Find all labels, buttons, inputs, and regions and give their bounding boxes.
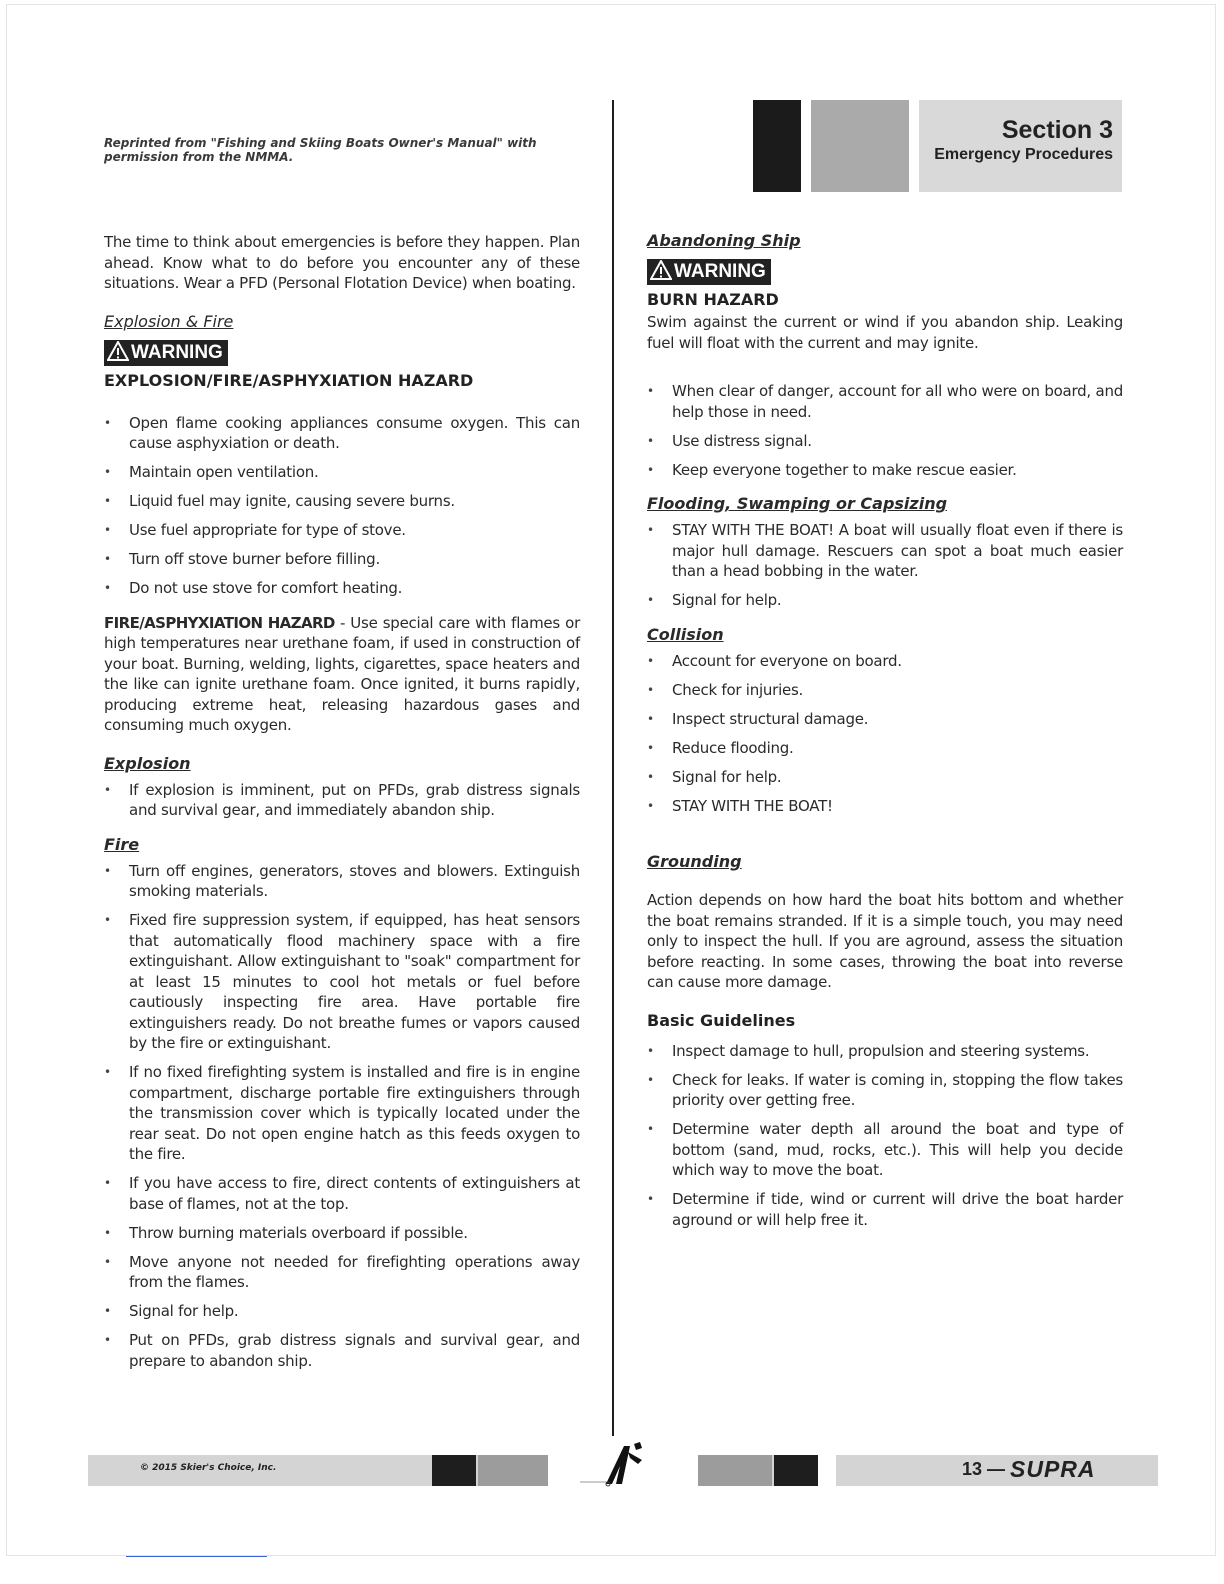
warning-triangle-icon	[650, 260, 672, 280]
list-item: • If explosion is imminent, put on PFDs, grab distress signals and survival gear, and immediately abandon ship.	[104, 780, 580, 821]
hazard-title: EXPLOSION/FIRE/ASPHYXIATION HAZARD	[104, 370, 474, 390]
warning-badge	[104, 340, 228, 366]
list-item: • Inspect damage to hull, propulsion and steering systems.	[647, 1041, 1123, 1062]
intro-paragraph: The time to think about emergencies is before they happen. Plan ahead. Know what to do before you encounter any of these situations. Wear a PFD (Personal Flotation Device) when boating.	[104, 233, 580, 292]
warning-badge	[647, 259, 771, 285]
blue-underline-mark	[126, 1556, 267, 1557]
list-item: • Keep everyone together to make rescue easier.	[647, 460, 1123, 481]
list-item: • Reduce flooding.	[647, 738, 1123, 759]
list-item: • Maintain open ventilation.	[104, 462, 580, 483]
footer-grey-block	[698, 1455, 772, 1486]
fire-list	[104, 861, 580, 1372]
abandoning-ship-heading: Abandoning Ship	[647, 231, 801, 250]
footer-black-block	[432, 1455, 476, 1486]
fire-heading: Fire	[104, 834, 140, 854]
list-item: • If you have access to fire, direct contents of extinguishers at base of flames, not at the top.	[104, 1173, 580, 1214]
reprint-note: Reprinted from "Fishing and Skiing Boats Owner's Manual" with permission from the NMMA.	[104, 136, 537, 164]
collision-list	[647, 651, 1123, 817]
list-item: • Open flame cooking appliances consume oxygen. This can cause asphyxiation or death.	[104, 413, 580, 454]
fire-asphyxiation-text: - Use special care with flames or high temperatures near urethane foam, if used in construction of your boat. Burning, welding, lights, cigarettes, space heaters and the like can ignite urethane foam. Once ignited, it burns rapidly, producing extreme heat, releasing hazardous gases and consuming much oxygen.	[104, 613, 580, 734]
list-item: • Turn off engines, generators, stoves and blowers. Extinguish smoking materials.	[104, 861, 580, 902]
explosion-fire-heading: Explosion & Fire	[104, 311, 234, 331]
footer-grey-block	[478, 1455, 548, 1486]
burn-hazard-title: BURN HAZARD	[647, 290, 779, 309]
column-divider	[612, 100, 614, 1436]
warning-label: WARNING	[674, 261, 766, 282]
warning-triangle-icon	[107, 341, 129, 361]
copyright: © 2015 Skier's Choice, Inc.	[140, 1463, 277, 1473]
section-tab-black-block	[753, 100, 801, 192]
list-item: • When clear of danger, account for all who were on board, and help those in need.	[647, 381, 1123, 422]
footer-white-block	[818, 1455, 836, 1486]
grounding-heading: Grounding	[647, 852, 742, 871]
basic-guidelines-list	[647, 1041, 1123, 1231]
list-item: • Put on PFDs, grab distress signals and survival gear, and prepare to abandon ship.	[104, 1330, 580, 1371]
page-number: 13 —	[962, 1459, 1006, 1479]
list-item: • Use distress signal.	[647, 431, 1123, 452]
supra-logo-icon	[578, 1438, 658, 1488]
list-item: • Liquid fuel may ignite, causing severe burns.	[104, 491, 580, 512]
list-item: • Signal for help.	[647, 590, 1123, 611]
abandon-list	[647, 381, 1123, 480]
section-subtitle: Emergency Procedures	[934, 146, 1113, 163]
list-item: • Do not use stove for comfort heating.	[104, 578, 580, 599]
list-item: • Signal for help.	[104, 1301, 580, 1322]
collision-heading: Collision	[647, 624, 724, 644]
flooding-list	[647, 520, 1123, 611]
brand-wordmark: SUPRA	[1010, 1456, 1096, 1482]
footer-black-block	[774, 1455, 818, 1486]
warning-label: WARNING	[131, 341, 223, 363]
list-item: • Determine if tide, wind or current will drive the boat harder aground or will help free it.	[647, 1189, 1123, 1230]
list-item: • Determine water depth all around the boat and type of bottom (sand, mud, rocks, etc.). This will help you decide which way to move the boat.	[647, 1119, 1123, 1181]
section-tab	[919, 100, 1122, 192]
list-item: • Throw burning materials overboard if possible.	[104, 1223, 580, 1244]
section-title: Section 3	[1001, 116, 1113, 144]
fire-asphyxiation-paragraph	[104, 613, 580, 736]
left-column	[104, 232, 580, 1385]
burn-hazard-text: Swim against the current or wind if you abandon ship. Leaking fuel will float with the current and may ignite.	[647, 313, 1123, 352]
list-item: • STAY WITH THE BOAT!	[647, 796, 1123, 817]
list-item: • Check for injuries.	[647, 680, 1123, 701]
explosion-heading: Explosion	[104, 753, 191, 773]
hazard-list	[104, 413, 580, 599]
section-tab-grey-block	[811, 100, 909, 192]
list-item: • If no fixed firefighting system is installed and fire is in engine compartment, discharge portable fire extinguishers through the transmission cover which is typically located under the rear seat. Do not open engine hatch as this feeds oxygen to the fire.	[104, 1062, 580, 1165]
fire-asphyxiation-label: FIRE/ASPHYXIATION HAZARD	[104, 613, 335, 632]
flooding-heading: Flooding, Swamping or Capsizing	[647, 494, 948, 513]
grounding-paragraph: Action depends on how hard the boat hits bottom and whether the boat remains stranded. If it is a simple touch, you may need only to inspect the hull. If you are aground, assess the situation before reacting. In some cases, throwing the boat into reverse can cause more damage.	[647, 891, 1123, 991]
list-item: • Fixed fire suppression system, if equipped, has heat sensors that automatically flood machinery space with a fire extinguishant. Allow extinguishant to "soak" compartment for at least 15 minutes to cool hot metals or fuel before cautiously inspecting fire area. Have portable fire extinguishers ready. Do not breathe fumes or vapors caused by the fire or extinguishant.	[104, 910, 580, 1054]
list-item: • Move anyone not needed for firefighting operations away from the flames.	[104, 1252, 580, 1293]
list-item: • Account for everyone on board.	[647, 651, 1123, 672]
list-item: • Inspect structural damage.	[647, 709, 1123, 730]
right-column	[647, 231, 1123, 1244]
list-item: • Signal for help.	[647, 767, 1123, 788]
list-item: • STAY WITH THE BOAT! A boat will usually float even if there is major hull damage. Rescuers can spot a boat much easier than a head bobbing in the water.	[647, 520, 1123, 582]
list-item: • Turn off stove burner before filling.	[104, 549, 580, 570]
basic-guidelines-heading: Basic Guidelines	[647, 1010, 796, 1030]
list-item: • Use fuel appropriate for type of stove.	[104, 520, 580, 541]
explosion-list	[104, 780, 580, 821]
list-item: • Check for leaks. If water is coming in, stopping the flow takes priority over getting free.	[647, 1070, 1123, 1111]
